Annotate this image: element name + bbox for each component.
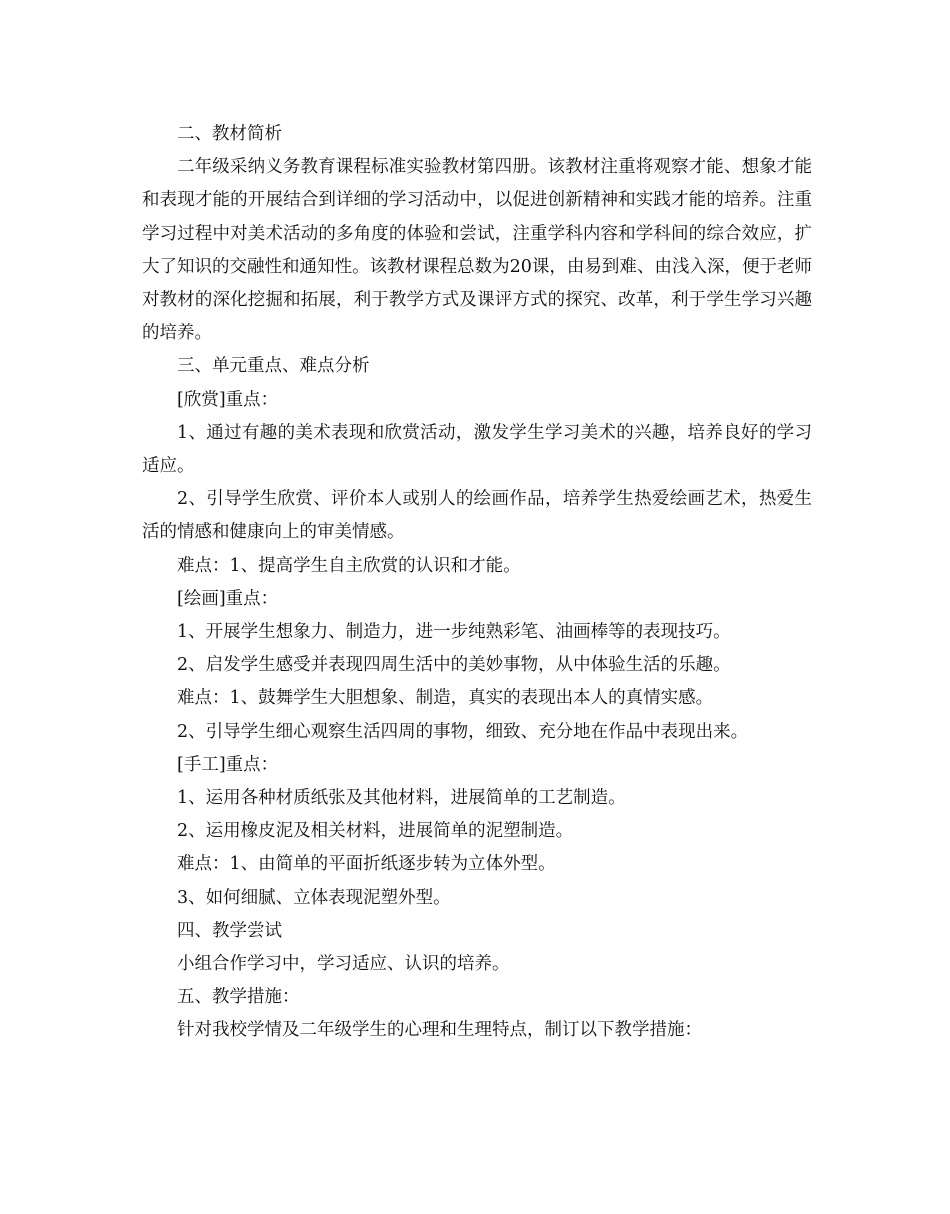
paragraph-group-learning: 小组合作学习中，学习适应、认识的培养。: [177, 954, 510, 975]
subheading-handcraft-focus: [手工]重点：: [177, 754, 279, 775]
section-heading-unit-focus: 三、单元重点、难点分析: [177, 356, 370, 377]
list-item: 2、引导学生欣赏、评价本人或别人的绘画作品，培养学生热爱绘画艺术，热爱生活的情感和健康向上的审美情感。: [142, 489, 812, 543]
paragraph-textbook-description: 二年级采纳义务教育课程标准实验教材第四册。该教材注重将观察才能、想象才能和表现才能的开展结合到详细的学习活动中，以促进创新精神和实践才能的培养。注重学习过程中对美术活动的多角度的体验和尝试，注重学科内容和学科间的综合效应，扩大了知识的交融性和通知性。该教材课程总数为20课，由易到难、由浅入深，便于老师对教材的深化挖掘和拓展，利于教学方式及课评方式的探究、改革，利于学生学习兴趣的培养。: [142, 157, 812, 344]
paragraph-measures-intro: 针对我校学情及二年级学生的心理和生理特点，制订以下教学措施：: [177, 1020, 702, 1041]
section-heading-textbook-analysis: 二、教材简析: [177, 124, 282, 144]
list-item: 1、通过有趣的美术表现和欣赏活动，激发学生学习美术的兴趣，培养良好的学习适应。: [142, 422, 812, 477]
list-item: 3、如何细腻、立体表现泥塑外型。: [177, 887, 451, 908]
subheading-painting-focus: [绘画]重点：: [177, 588, 279, 609]
subheading-appreciation-focus: [欣赏]重点：: [177, 389, 279, 410]
difficulty-item: 难点：1、鼓舞学生大胆想象、制造，真实的表现出本人的真情实感。: [177, 688, 714, 709]
difficulty-item: 难点：1、由简单的平面折纸逐步转为立体外型。: [177, 854, 556, 875]
list-item: 2、启发学生感受并表现四周生活中的美妙事物，从中体验生活的乐趣。: [177, 655, 731, 676]
section-heading-teaching-measures: 五、教学措施：: [177, 987, 300, 1008]
list-item: 2、引导学生细心观察生活四周的事物，细致、充分地在作品中表现出来。: [177, 721, 749, 742]
difficulty-item: 难点：1、提高学生自主欣赏的认识和才能。: [177, 555, 521, 576]
list-item: 2、运用橡皮泥及相关材料，进展简单的泥塑制造。: [177, 821, 574, 842]
list-item: 1、运用各种材质纸张及其他材料，进展简单的工艺制造。: [177, 788, 626, 809]
document-body: [142, 118, 812, 1048]
list-item: 1、开展学生想象力、制造力，进一步纯熟彩笔、油画棒等的表现技巧。: [177, 622, 731, 643]
section-heading-teaching-attempt: 四、教学尝试: [177, 920, 282, 941]
